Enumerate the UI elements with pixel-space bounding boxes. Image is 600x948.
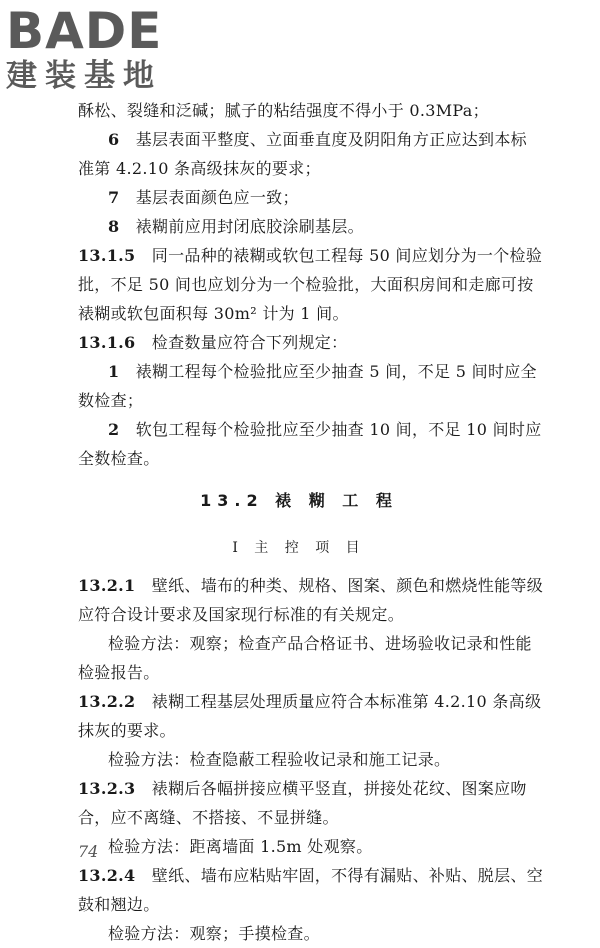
logo bbox=[6, 4, 162, 94]
clause-text: 基层表面颜色应一致； bbox=[135, 188, 299, 207]
text-line bbox=[78, 890, 520, 919]
clause-text: 合，应不离缝、不搭接、不显拼缝。 bbox=[78, 808, 339, 827]
text-line bbox=[78, 803, 520, 832]
text-line bbox=[78, 415, 542, 444]
text-line bbox=[78, 919, 520, 948]
clause-text: 检验方法：观察；检查产品合格证书、进场验收记录和性能 bbox=[108, 634, 532, 653]
clause-number: 13.1.5 bbox=[78, 246, 136, 265]
text-line bbox=[78, 125, 527, 154]
text-line bbox=[78, 299, 520, 328]
text-line bbox=[78, 716, 520, 745]
text-line bbox=[78, 861, 543, 890]
text-line bbox=[78, 183, 520, 212]
clause-number: 13.2.4 bbox=[78, 866, 136, 885]
clause-text: 批，不足 50 间也应划分为一个检验批，大面积房间和走廊可按 bbox=[78, 275, 534, 294]
clause-text: 壁纸、墙布应粘贴牢固，不得有漏贴、补贴、脱层、空 bbox=[151, 866, 543, 885]
clause-text: 鼓和翘边。 bbox=[78, 895, 160, 914]
clause-text: 检验方法：距离墙面 1.5m 处观察。 bbox=[108, 837, 373, 856]
clause-text: 裱糊前应用封闭底胶涂刷基层。 bbox=[135, 217, 364, 236]
section-title: 13.2 裱 糊 工 程 bbox=[200, 491, 398, 510]
clause-text: 裱糊后各幅拼接应横平竖直，拼接处花纹、图案应吻 bbox=[151, 779, 527, 798]
text-line bbox=[78, 600, 520, 629]
clause-text: 裱糊或软包面积每 30m² 计为 1 间。 bbox=[78, 304, 349, 323]
clause-text: 检验报告。 bbox=[78, 663, 160, 682]
text-line bbox=[78, 328, 520, 357]
clause-number: 13.1.6 bbox=[78, 333, 136, 352]
clause-text: 裱糊工程每个检验批应至少抽查 5 间，不足 5 间时应全 bbox=[135, 362, 537, 381]
clause-text: 检验方法：检查隐蔽工程验收记录和施工记录。 bbox=[108, 750, 451, 769]
text-line bbox=[78, 386, 520, 415]
clause-text: 基层表面平整度、立面垂直度及阴阳角方正应达到本标 bbox=[135, 130, 527, 149]
clause-text: 裱糊工程基层处理质量应符合本标准第 4.2.10 条高级 bbox=[151, 692, 542, 711]
text-line bbox=[78, 629, 532, 658]
text-line bbox=[78, 687, 542, 716]
clause-number: 13.2.3 bbox=[78, 779, 136, 798]
clause-number: 7 bbox=[108, 188, 120, 207]
clause-text: 数检查； bbox=[78, 391, 144, 410]
text-line bbox=[78, 774, 527, 803]
clause-block-13-1 bbox=[78, 96, 543, 473]
clause-number: 2 bbox=[108, 420, 120, 439]
clause-text: 软包工程每个检验批应至少抽查 10 间，不足 10 间时应 bbox=[135, 420, 542, 439]
text-line bbox=[78, 212, 520, 241]
page-body bbox=[78, 96, 543, 948]
clause-text: 同一品种的裱糊或软包工程每 50 间应划分为一个检验 bbox=[151, 246, 543, 265]
clause-text: 抹灰的要求。 bbox=[78, 721, 176, 740]
text-line bbox=[78, 745, 520, 774]
clause-text: 壁纸、墙布的种类、规格、图案、颜色和燃烧性能等级 bbox=[151, 576, 543, 595]
text-line bbox=[78, 270, 534, 299]
text-line bbox=[78, 241, 543, 270]
clause-number: 8 bbox=[108, 217, 120, 236]
clause-number: 1 bbox=[108, 362, 120, 381]
clause-number: 13.2.2 bbox=[78, 692, 136, 711]
page-number: 74 bbox=[78, 842, 99, 861]
clause-number: 13.2.1 bbox=[78, 576, 136, 595]
text-line bbox=[78, 571, 543, 600]
clause-text: 检查数量应符合下列规定： bbox=[151, 333, 348, 352]
clause-text: 准第 4.2.10 条高级抹灰的要求； bbox=[78, 159, 321, 178]
clause-text: 应符合设计要求及国家现行标准的有关规定。 bbox=[78, 605, 405, 624]
clause-text: 全数检查。 bbox=[78, 449, 160, 468]
clause-text: 检验方法：观察；手摸检查。 bbox=[108, 924, 320, 943]
logo-wordmark: BADE bbox=[6, 2, 163, 60]
text-line bbox=[78, 96, 520, 125]
clause-number: 6 bbox=[108, 130, 120, 149]
clause-block-13-2 bbox=[78, 571, 543, 948]
text-line bbox=[78, 444, 520, 473]
clause-text: 酥松、裂缝和泛碱；腻子的粘结强度不得小于 0.3MPa； bbox=[78, 101, 489, 120]
text-line bbox=[78, 154, 520, 183]
logo-subtitle: 建装基地 bbox=[6, 58, 162, 94]
text-line bbox=[78, 658, 520, 687]
text-line bbox=[78, 832, 520, 861]
subsection-title: Ⅰ 主 控 项 目 bbox=[232, 540, 366, 556]
text-line bbox=[78, 357, 537, 386]
